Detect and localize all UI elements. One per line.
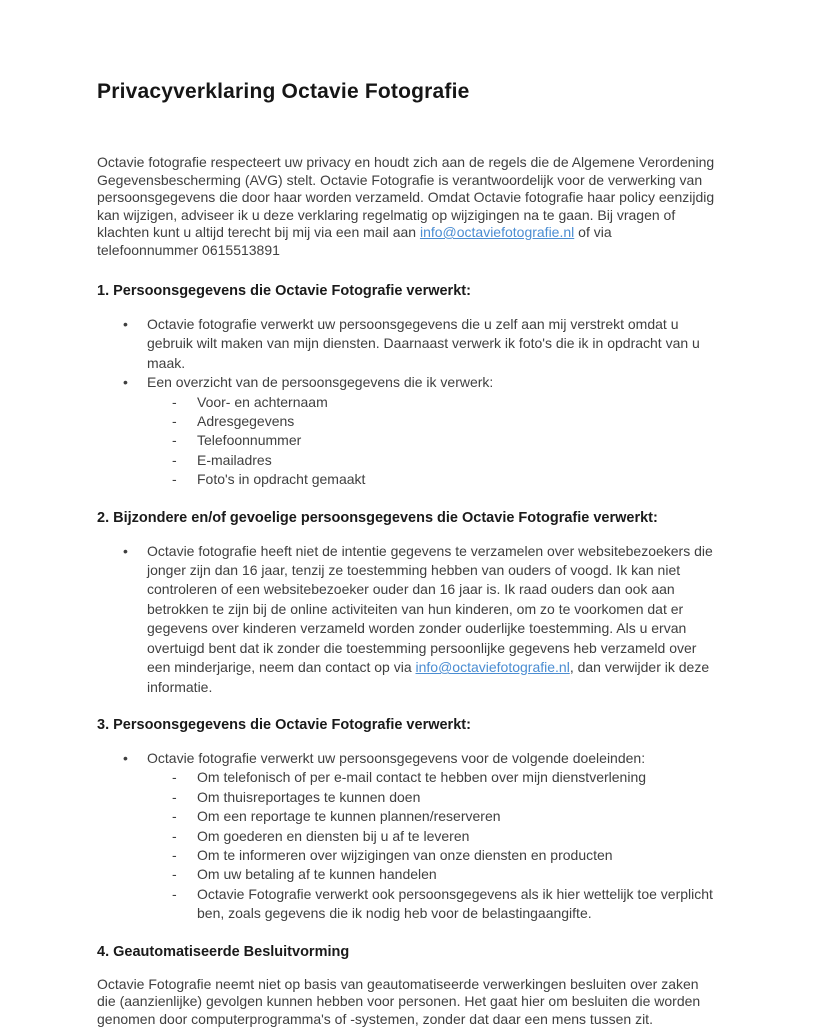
bullet-item [97,542,716,697]
email-link[interactable]: info@octaviefotografie.nl [415,659,570,676]
section-2-heading: 2. Bijzondere en/of gevoelige persoonsgegevens die Octavie Fotografie verwerkt: [97,509,658,526]
list-item [147,807,716,826]
section-1-bullet-list [97,315,716,490]
bullet-text-after-link: , dan verwijder ik deze informatie. [147,659,710,695]
email-link[interactable]: info@octaviefotografie.nl [419,224,575,240]
bullet-item-text: Octavie fotografie verwerkt uw persoonsgegevens voor de volgende doeleinden: [147,749,646,766]
closing-paragraph: Octavie Fotografie neemt niet op basis van geautomatiseerde verwerkingen besluiten over zaken die (aanzienlijke) gevolgen kunnen hebben voor personen. Het gaat hier om besluiten die worden genomen door computerprogramma's of -systemen, zonder dat daar een mens tussen zit. [97,975,701,1027]
bullet-item-text: Octavie fotografie verwerkt uw persoonsgegevens die u zelf aan mij verstrekt omdat u gebruik wilt maken van mijn diensten. Daarnaast verwerk ik foto's die ik in opdracht van u maak. [147,316,700,371]
list-item [147,431,716,450]
list-item-text: Voor- en achternaam [197,393,328,410]
section-2-bullet-list [97,542,716,697]
list-item [147,451,716,470]
section-1-sub-list [147,393,716,490]
section-3-sub-list [147,768,716,923]
list-item-text: Om uw betaling af te kunnen handelen [197,866,437,883]
list-item [147,846,716,865]
list-item-text: Foto's in opdracht gemaakt [197,471,366,488]
list-item [147,412,716,431]
list-item-text: Om goederen en diensten bij u af te leveren [197,827,470,844]
intro-paragraph [97,154,716,259]
list-item-text: E-mailadres [197,451,272,468]
bullet-item [97,315,716,373]
list-item-text: Octavie Fotografie verwerkt ook persoonsgegevens als ik hier wettelijk toe verplicht ben, zoals gegevens die ik nodig heb voor de belastingaangifte. [197,885,713,922]
list-item-text: Om te informeren over wijzigingen van onze diensten en producten [197,846,613,863]
intro-text-before-link: Octavie fotografie respecteert uw privacy en houdt zich aan de regels die de Algemene Verordening Gegevensbescherming (AVG) stelt. Octavie Fotografie is verantwoordelijk voor de verwerking van persoonsgegevens die door haar worden verzameld. Omdat Octavie fotografie haar policy eenzijdig kan wijzigen, adviseer ik u deze verklaring regelmatig op wijzigingen na te gaan. Bij vragen of klachten kunt u altijd terecht bij mij via een mail aan [97,154,715,240]
intro-text-after-link: of via telefoonnummer 0615513891 [97,224,612,258]
list-item [147,827,716,846]
list-item [147,393,716,412]
list-item-text: Om een reportage te kunnen plannen/reserveren [197,808,501,825]
list-item-text: Adresgegevens [197,413,295,430]
bullet-item-text: Een overzicht van de persoonsgegevens die ik verwerk: [147,374,494,391]
list-item-text: Om telefonisch of per e-mail contact te hebben over mijn dienstverlening [197,769,647,786]
list-item [147,768,716,787]
bullet-text-before-link: Octavie fotografie heeft niet de intentie gegevens te verzamelen over websitebezoekers die jonger zijn dan 16 jaar, tenzij ze toestemming hebben van ouders of voogd. Ik kan niet controleren of een websitebezoeker ouder dan 16 jaar is. Ik raad ouders dan ook aan betrokken te zijn bij de online activiteiten van hun kinderen, om zo te voorkomen dat er gegevens over kinderen verzameld worden zonder ouderlijke toestemming. Als u ervan overtuigd bent dat ik zonder die toestemming persoonlijke gegevens heb verzameld over een minderjarige, neem dan contact op via [147,542,713,676]
section-1-heading: 1. Persoonsgegevens die Octavie Fotografie verwerkt: [97,283,471,299]
list-item [147,788,716,807]
document-title: Privacyverklaring Octavie Fotografie [97,80,470,103]
section-4-heading: 4. Geautomatiseerde Besluitvorming [97,943,350,960]
bullet-item [97,373,716,489]
list-item-text: Om thuisreportages te kunnen doen [197,788,421,805]
list-item [147,885,716,924]
list-item-text: Telefoonnummer [197,432,302,449]
section-3-heading: 3. Persoonsgegevens die Octavie Fotografie verwerkt: [97,716,471,733]
section-3-bullet-list [97,749,716,924]
list-item [147,865,716,884]
bullet-item [97,749,716,924]
list-item [147,470,716,489]
